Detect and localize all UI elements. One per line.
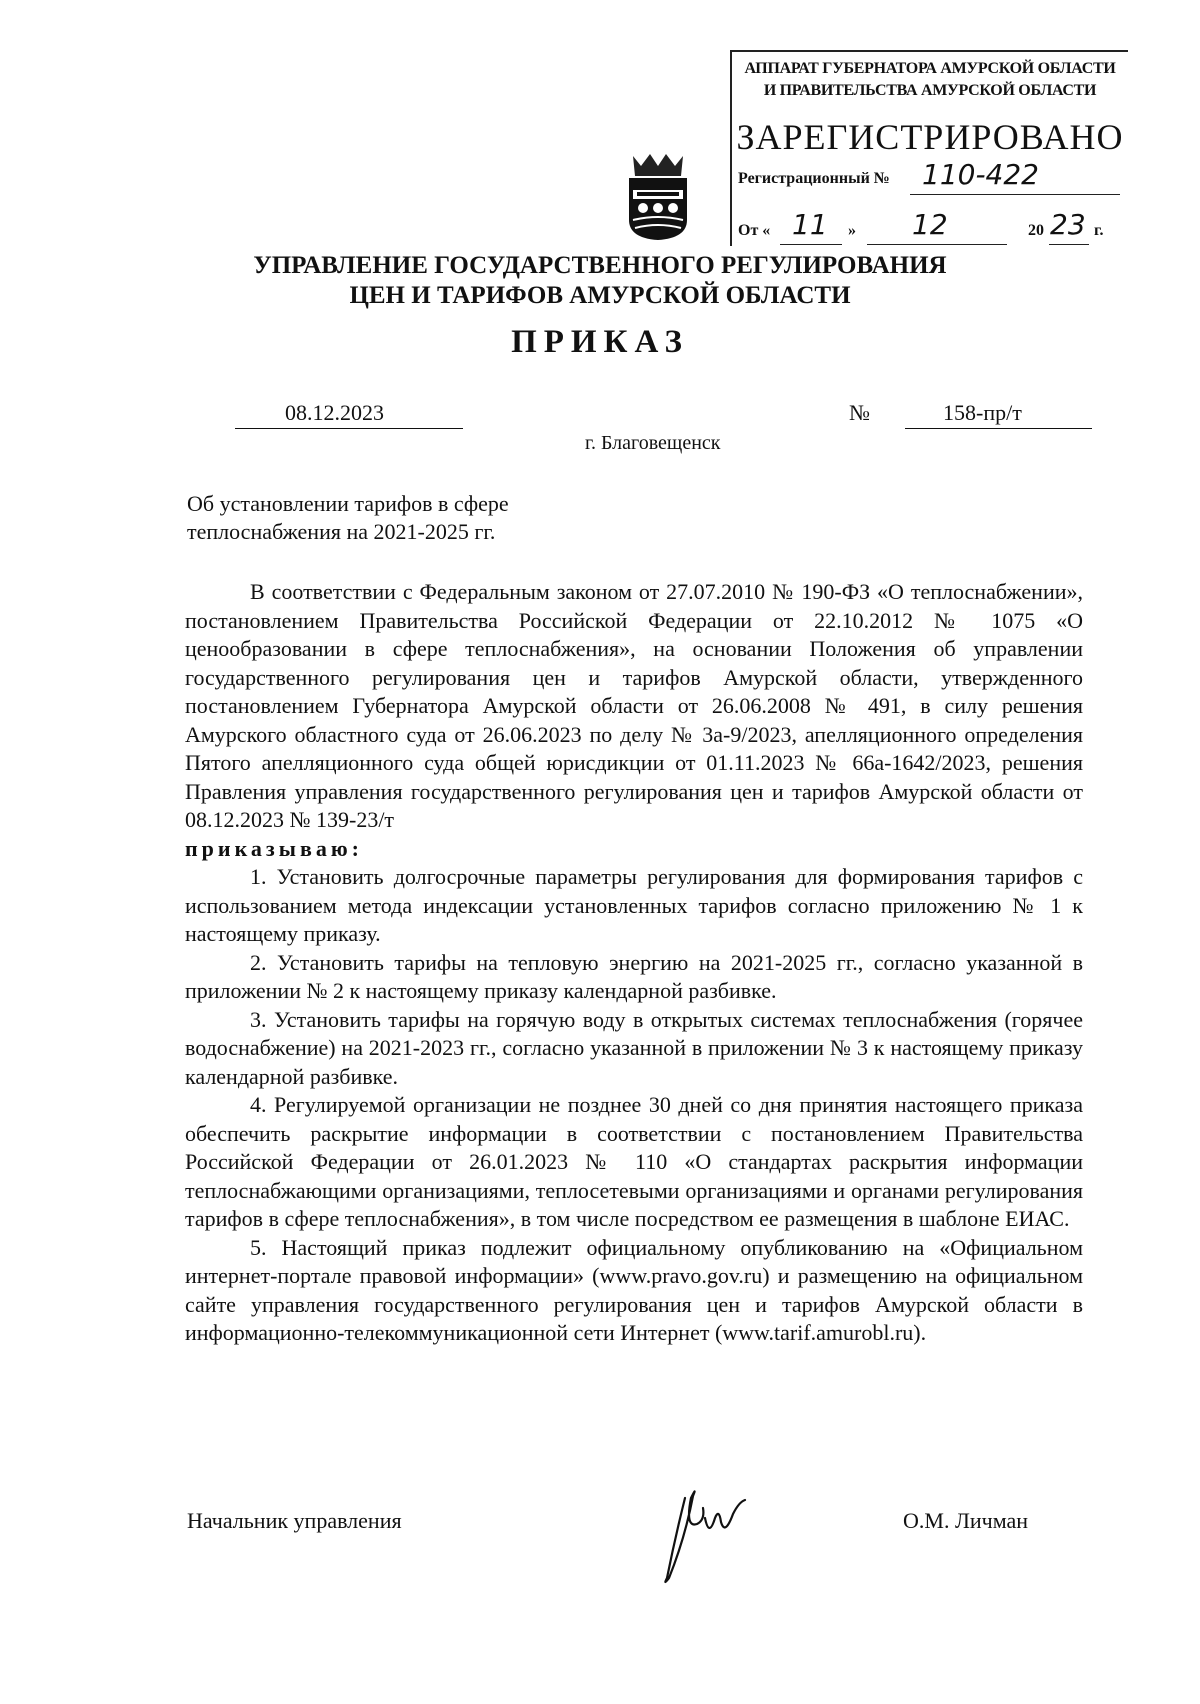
agency-name-line2: ЦЕН И ТАРИФОВ АМУРСКОЙ ОБЛАСТИ (349, 282, 851, 309)
stamp-title: ЗАРЕГИСТРИРОВАНО (736, 117, 1124, 157)
document-date: 08.12.2023 (285, 400, 384, 425)
stamp-month: 12 (912, 208, 948, 241)
signer-name: О.М. Личман (903, 1508, 1029, 1533)
subject-line2: теплоснабжения на 2021-2025 гг. (187, 519, 496, 544)
order-item-1: 1. Установить долгосрочные параметры регулирования для формирования тарифов с использованием метода индексации установленных тарифов согласно приложению № 1 к настоящему приказу. (185, 864, 1083, 946)
stamp-reg-underline (910, 194, 1120, 195)
stamp-day: 11 (792, 208, 828, 241)
document-type: ПРИКАЗ (511, 324, 689, 360)
agency-name-line1: УПРАВЛЕНИЕ ГОСУДАРСТВЕННОГО РЕГУЛИРОВАНИЯ (253, 252, 947, 279)
order-verb: приказываю: (185, 835, 363, 861)
document-city: г. Благовещенск (585, 432, 721, 454)
date-underline (235, 428, 463, 429)
stamp-date-row (738, 222, 770, 240)
document-subject (187, 490, 509, 546)
coat-of-arms-icon (623, 150, 693, 242)
document-body (185, 578, 1083, 1348)
stamp-year-prefix: 20 (1028, 222, 1044, 239)
signer-position: Начальник управления (187, 1508, 402, 1533)
document-number: 158-пр/т (943, 400, 1022, 425)
preamble: В соответствии с Федеральным законом от 27.07.2010 № 190-ФЗ «О теплоснабжении», постановлением Правительства Российской Федерации от 22.10.2012 № 1075 «О ценообразовании в сфере теплоснабжения», на основании Положения об управлении государственного регулирования цен и тарифов Амурской области, утвержденного постановлением Губернатора Амурской области от 26.06.2008 № 491, в силу решения Амурского областного суда от 26.06.2023 по делу № 3а-9/2023, апелляционного определения Пятого апелляционного суда общей юрисдикции от 01.11.2023 № 66а-1642/2023, решения Правления управления государственного регулирования цен и тарифов Амурской области от 08.12.2023 № 139-23/т (185, 579, 1083, 832)
order-item-5: 5. Настоящий приказ подлежит официальному опубликованию на «Официальном интернет-портале правовой информации» (www.pravo.gov.ru) и размещению на официальном сайте управления государственного регулирования цен и тарифов Амурской области в информационно-телекоммуникационной сети Интернет (www.tarif.amurobl.ru). (185, 1234, 1083, 1345)
stamp-org-line2: И ПРАВИТЕЛЬСТВА АМУРСКОЙ ОБЛАСТИ (763, 82, 1097, 99)
stamp-reg-label: Регистрационный № (738, 170, 890, 187)
stamp-year-end: г. (1094, 222, 1104, 239)
order-item-3: 3. Установить тарифы на горячую воду в открытых системах теплоснабжения (горячее водоснабжение) на 2021-2023 гг., согласно указанной в приложении № 3 к настоящему приказу календарной разбивке. (185, 1006, 1083, 1089)
stamp-reg-number: 110-422 (922, 158, 1039, 191)
order-item-4: 4. Регулируемой организации не позднее 30 дней со дня принятия настоящего приказа обеспечить раскрытие информации в соответствии с постановлением Правительства Российской Федерации от 26.01.2023 № 110 «О стандартах раскрытия информации теплоснабжающими организациями, теплосетевыми организациями и органами регулирования тарифов в сфере теплоснабжения», в том числе посредством ее размещения в шаблоне ЕИАС. (185, 1092, 1083, 1231)
stamp-date-prefix: От « (738, 222, 771, 239)
stamp-year-suffix: 23 (1050, 208, 1086, 241)
handwritten-signature (645, 1478, 765, 1588)
order-item-2: 2. Установить тарифы на тепловую энергию на 2021-2025 гг., согласно указанной в приложении № 2 к настоящему приказу календарной разбивке. (185, 949, 1083, 1003)
stamp-year-underline (1049, 244, 1089, 245)
subject-line1: Об установлении тарифов в сфере (187, 491, 509, 516)
registration-stamp (730, 50, 1128, 246)
stamp-month-underline (867, 244, 1007, 245)
number-label: № (849, 400, 870, 425)
stamp-org-line1: АППАРАТ ГУБЕРНАТОРА АМУРСКОЙ ОБЛАСТИ (744, 60, 1116, 77)
stamp-day-underline (780, 244, 842, 245)
stamp-day-close: » (848, 222, 856, 239)
stamp-reg-row (738, 170, 890, 188)
number-underline (905, 428, 1092, 429)
